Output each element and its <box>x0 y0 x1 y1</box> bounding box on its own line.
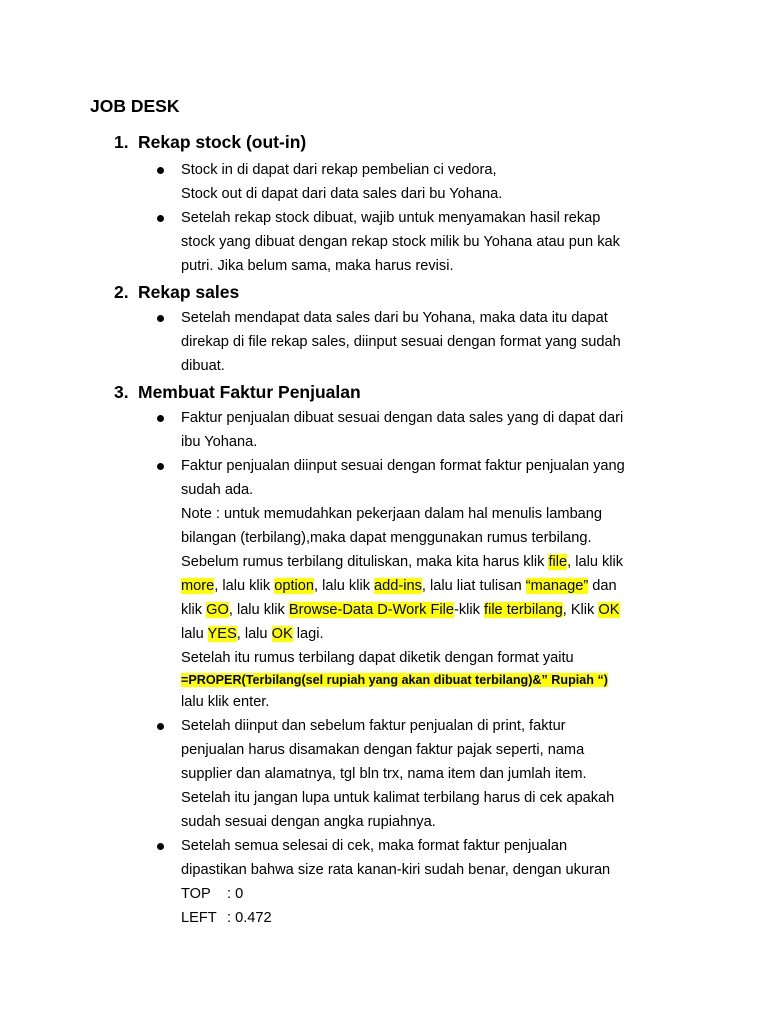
highlight-file: file <box>548 554 568 570</box>
steps-line-3 <box>181 598 620 622</box>
text-line: Setelah itu rumus terbilang dapat diketik dengan format yaitu <box>181 650 574 666</box>
section-heading-2 <box>114 280 239 304</box>
text-line: Stock out di dapat dari data sales dari bu Yohana. <box>181 186 503 202</box>
section-number: 2. <box>114 282 129 302</box>
highlight-go: GO <box>206 602 229 618</box>
bullet-icon <box>157 463 164 470</box>
text-line: Faktur penjualan diinput sesuai dengan format faktur penjualan yang <box>181 458 625 474</box>
text-line: direkap di file rekap sales, diinput sesuai dengan format yang sudah <box>181 334 621 350</box>
margin-value: : 0 <box>227 886 244 902</box>
formula-text: =PROPER(Terbilang(sel rupiah yang akan dibuat terbilang)&” Rupiah “) <box>181 673 608 687</box>
highlight-option: option <box>274 578 315 594</box>
section-title: Rekap stock (out-in) <box>138 132 307 152</box>
text-line: Faktur penjualan dibuat sesuai dengan data sales yang di dapat dari <box>181 410 624 426</box>
text-line: Setelah mendapat data sales dari bu Yohana, maka data itu dapat <box>181 310 608 326</box>
text-line: ibu Yohana. <box>181 434 258 450</box>
margin-label: LEFT <box>181 910 217 926</box>
highlight-more: more <box>181 578 215 594</box>
section-number: 1. <box>114 132 129 152</box>
text-line: penjualan harus disamakan dengan faktur pajak seperti, nama <box>181 742 585 758</box>
text-run: , lalu klik <box>314 578 375 594</box>
text-line: dibuat. <box>181 358 225 374</box>
text-run: , Klik <box>562 602 599 618</box>
text-run: -klik <box>454 602 485 618</box>
highlight-ok: OK <box>271 626 293 642</box>
margin-row-top <box>181 882 243 906</box>
margin-value: : 0.472 <box>227 910 272 926</box>
bullet-icon <box>157 215 164 222</box>
section-title: Rekap sales <box>138 282 240 302</box>
highlight-browse: Browse-Data D-Work File <box>288 602 455 618</box>
text-line: bilangan (terbilang),maka dapat menggunakan rumus terbilang. <box>181 530 592 546</box>
text-run: , lalu <box>236 626 272 642</box>
text-line: dipastikan bahwa size rata kanan-kiri sudah benar, dengan ukuran <box>181 862 611 878</box>
text-run: lagi. <box>292 626 324 642</box>
text-run: , lalu klik <box>567 554 624 570</box>
steps-line-1 <box>181 550 623 574</box>
text-line: sudah sesuai dengan angka rupiahnya. <box>181 814 436 830</box>
text-run: dan <box>588 578 617 594</box>
highlight-file-terbilang: file terbilang <box>484 602 563 618</box>
text-line: putri. Jika belum sama, maka harus revisi. <box>181 258 454 274</box>
text-run: , lalu klik <box>228 602 289 618</box>
margin-row-left <box>181 906 272 930</box>
formula-line <box>181 668 608 692</box>
text-line: Setelah diinput dan sebelum faktur penjualan di print, faktur <box>181 718 566 734</box>
bullet-icon <box>157 167 164 174</box>
section-title: Membuat Faktur Penjualan <box>138 382 361 402</box>
section-heading-3 <box>114 380 361 404</box>
steps-line-2 <box>181 574 617 598</box>
text-run: klik <box>181 602 207 618</box>
text-run: lalu <box>181 626 208 642</box>
bullet-icon <box>157 315 164 322</box>
document-title: JOB DESK <box>90 96 180 116</box>
text-line: sudah ada. <box>181 482 254 498</box>
highlight-yes: YES <box>207 626 237 642</box>
bullet-icon <box>157 843 164 850</box>
text-line: Setelah semua selesai di cek, maka format faktur penjualan <box>181 838 568 854</box>
bullet-icon <box>157 415 164 422</box>
section-number: 3. <box>114 382 129 402</box>
text-line: stock yang dibuat dengan rekap stock milik bu Yohana atau pun kak <box>181 234 620 250</box>
steps-line-4 <box>181 622 324 646</box>
highlight-ok: OK <box>598 602 620 618</box>
text-run: , lalu liat tulisan <box>421 578 526 594</box>
text-run: , lalu klik <box>214 578 275 594</box>
text-line: lalu klik enter. <box>181 694 270 710</box>
text-line: Stock in di dapat dari rekap pembelian ci vedora, <box>181 162 497 178</box>
section-heading-1 <box>114 130 306 154</box>
highlight-manage: “manage” <box>525 578 589 594</box>
highlight-add-ins: add-ins <box>374 578 422 594</box>
bullet-icon <box>157 723 164 730</box>
text-line: Setelah itu jangan lupa untuk kalimat terbilang harus di cek apakah <box>181 790 615 806</box>
margin-label: TOP <box>181 886 211 902</box>
text-run: Sebelum rumus terbilang dituliskan, maka kita harus klik <box>181 554 549 570</box>
text-line: Setelah rekap stock dibuat, wajib untuk menyamakan hasil rekap <box>181 210 601 226</box>
note-line: Note : untuk memudahkan pekerjaan dalam hal menulis lambang <box>181 506 603 522</box>
text-line: supplier dan alamatnya, tgl bln trx, nama item dan jumlah item. <box>181 766 587 782</box>
